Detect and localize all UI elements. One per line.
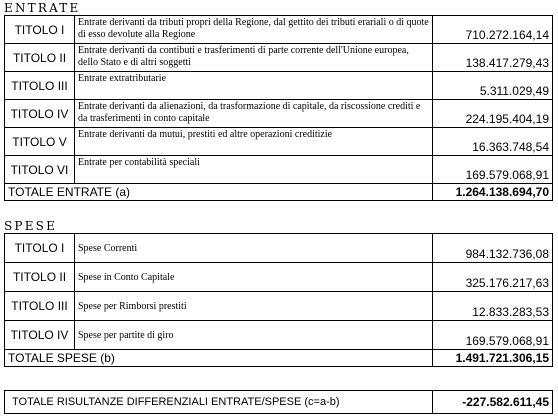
table-row <box>5 100 553 128</box>
total-spese-amount: 1.491.721.306,15 <box>433 350 553 367</box>
entrate-heading: ENTRATE <box>4 1 81 15</box>
row-code: TITOLO III <box>5 292 75 321</box>
row-code: TITOLO III <box>5 72 75 100</box>
row-code: TITOLO IV <box>5 100 75 128</box>
row-code: TITOLO IV <box>5 321 75 350</box>
row-code: TITOLO I <box>5 234 75 263</box>
row-amount: 169.579.068,91 <box>433 321 553 350</box>
table-row <box>5 321 553 350</box>
row-amount: 169.579.068,91 <box>433 156 553 184</box>
row-description: Entrate derivanti da mutui, prestiti ed altre operazioni creditizie <box>75 128 433 156</box>
row-amount: 138.417.279,43 <box>433 44 553 72</box>
row-amount: 12.833.283,53 <box>433 292 553 321</box>
total-row <box>5 391 553 414</box>
total-entrate-label: TOTALE ENTRATE (a) <box>5 184 433 201</box>
table-row <box>5 263 553 292</box>
row-amount: 16.363.748,54 <box>433 128 553 156</box>
table-row <box>5 44 553 72</box>
row-description: Entrate per contabilità speciali <box>75 156 433 184</box>
spese-heading: SPESE <box>4 219 58 233</box>
row-description: Entrate extratributarie <box>75 72 433 100</box>
row-code: TITOLO I <box>5 16 75 44</box>
row-amount: 984.132.736,08 <box>433 234 553 263</box>
row-code: TITOLO II <box>5 263 75 292</box>
total-row <box>5 184 553 201</box>
row-amount: 710.272.164,14 <box>433 16 553 44</box>
row-description: Entrate derivanti da tributi propri della Regione, dal gettito dei tributi erariali o di quote di esso devolute alla Regione <box>75 16 433 44</box>
total-spese-label: TOTALE SPESE (b) <box>5 350 433 367</box>
table-row <box>5 292 553 321</box>
spese-table <box>4 233 553 367</box>
entrate-table <box>4 15 553 201</box>
total-row <box>5 350 553 367</box>
row-description: Entrate derivanti da contibuti e trasferimenti di parte corrente dell'Unione europea, dello Stato e di altri soggetti <box>75 44 433 72</box>
risultanze-table <box>4 390 553 414</box>
row-code: TITOLO VI <box>5 156 75 184</box>
row-description: Spese Correnti <box>75 234 433 263</box>
row-amount: 5.311.029,49 <box>433 72 553 100</box>
row-description: Spese in Conto Capitale <box>75 263 433 292</box>
row-amount: 224.195.404,19 <box>433 100 553 128</box>
row-description: Spese per Rimborsi prestiti <box>75 292 433 321</box>
table-row <box>5 128 553 156</box>
risultanze-label: TOTALE RISULTANZE DIFFERENZIALI ENTRATE/SPESE (c=a-b) <box>5 391 433 414</box>
table-row <box>5 234 553 263</box>
table-row <box>5 16 553 44</box>
table-row <box>5 156 553 184</box>
row-amount: 325.176.217,63 <box>433 263 553 292</box>
row-code: TITOLO V <box>5 128 75 156</box>
total-entrate-amount: 1.264.138.694,70 <box>433 184 553 201</box>
risultanze-amount: -227.582.611,45 <box>433 391 553 414</box>
row-description: Spese per partite di giro <box>75 321 433 350</box>
row-description: Entrate derivanti da alienazioni, da trasformazione di capitale, da riscossione crediti e da trasferimenti in conto capitale <box>75 100 433 128</box>
table-row <box>5 72 553 100</box>
row-code: TITOLO II <box>5 44 75 72</box>
